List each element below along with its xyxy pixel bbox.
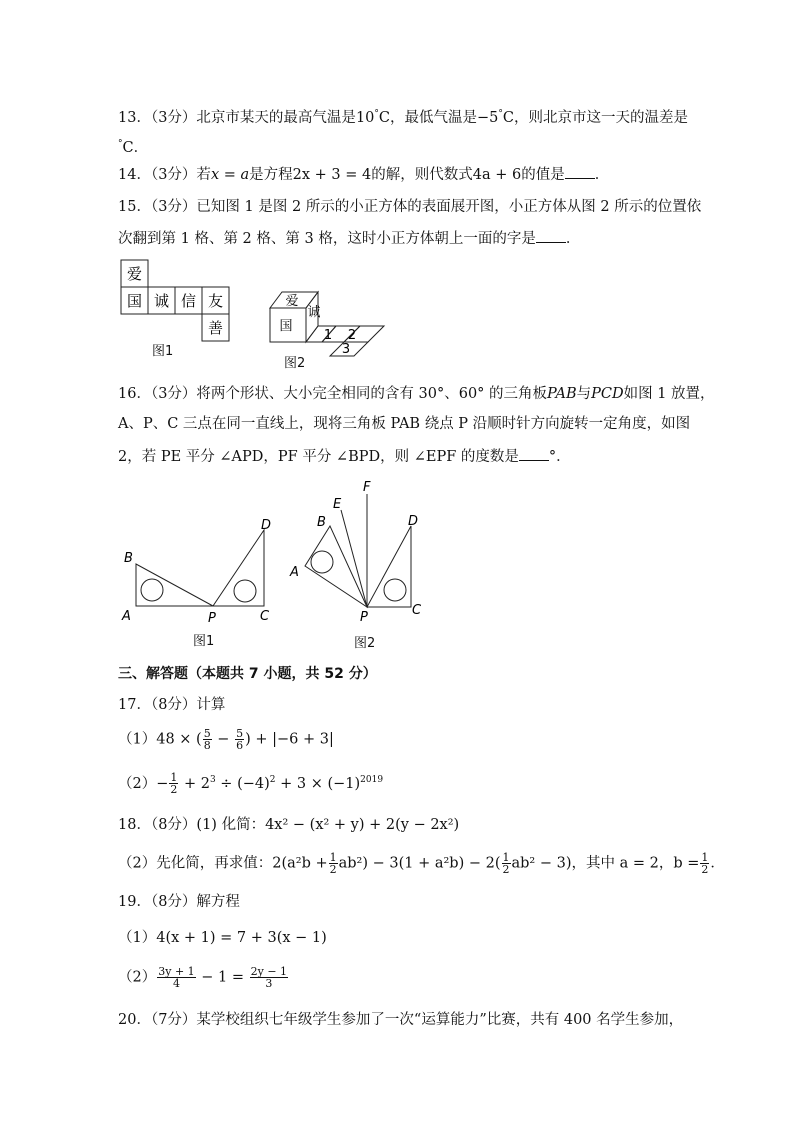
cube-top-face: 爱 — [285, 294, 299, 309]
svg-text:P: P — [360, 610, 368, 623]
grid-cell-2: 2 — [347, 328, 357, 343]
question-17-part2: （2）− $\frac{1}{2}$ + $2^3 \div (-4)^2 + 3 \times (-1)^{2019}$ — [118, 771, 384, 797]
question-18-part1: 18．（8分）(1) 化简：4x² − (x² + y) + 2(y − 2x²) — [118, 817, 460, 833]
question-16-line1: 16．（3分）将两个形状、大小完全相同的含有 30°、60° 的三角板PAB与PCD如图 1 放置， — [118, 386, 715, 402]
svg-text:A: A — [290, 565, 299, 580]
svg-text:E: E — [333, 497, 342, 512]
question-16-line3: 2，若 PE 平分 ∠APD，PF 平分 ∠BPD，则 ∠EPF 的度数是 °． — [118, 446, 571, 467]
cube-side-face: 诚 — [307, 305, 321, 320]
svg-text:F: F — [363, 480, 371, 495]
figure-triangles-1 — [118, 516, 278, 626]
svg-text:A: A — [122, 609, 131, 624]
question-15-line1: 15．（3分）已知图 1 是图 2 所示的小正方体的表面展开图，小正方体从图 2 所示的位置依 — [118, 199, 702, 215]
net-cell-2: 诚 — [153, 292, 170, 310]
net-cell-top: 爱 — [126, 265, 143, 283]
answer-blank — [519, 446, 549, 461]
figure-caption: 图2 — [354, 636, 376, 651]
question-19-part2: （2） $\frac{3y + 1}{4}$ − 1 = $\frac{2y - 1}{3}$ — [118, 965, 288, 990]
question-14: 14．（3分）若x = a是方程2x + 3 = 4的解，则代数式4a + 6的值是 ． — [118, 164, 609, 185]
question-13-line1: 13．（3分）北京市某天的最高气温是10°C，最低气温是−5°C，则北京市这一天的温差是 — [118, 109, 688, 126]
question-15-line2: 次翻到第 1 格、第 2 格、第 3 格，这时小正方体朝上一面的字是 ． — [118, 228, 580, 249]
answer-blank — [565, 164, 595, 179]
cube-front-face: 国 — [279, 319, 293, 334]
svg-text:P: P — [208, 611, 216, 626]
answer-blank — [536, 228, 566, 243]
net-cell-bottom: 善 — [207, 319, 224, 337]
figure-triangles-2 — [285, 478, 425, 623]
question-13-line2: °C． — [118, 139, 149, 156]
section-heading: 三、解答题（本题共 7 小题，共 52 分） — [118, 666, 377, 682]
svg-text:B: B — [317, 515, 326, 530]
figure-caption: 图2 — [284, 356, 306, 371]
net-cell-3: 信 — [180, 292, 197, 310]
figure-caption: 图1 — [193, 634, 215, 649]
figure-caption: 图1 — [152, 344, 174, 359]
svg-text:C: C — [412, 603, 422, 618]
question-16-line2: A、P、C 三点在同一直线上，现将三角板 PAB 绕点 P 沿顺时针方向旋转一定角度，如图 — [118, 416, 691, 432]
grid-cell-3: 3 — [341, 342, 351, 357]
figure-cube-grid — [262, 286, 392, 358]
svg-text:B: B — [124, 551, 133, 566]
svg-text:D: D — [261, 518, 272, 533]
question-19-title: 19．（8分）解方程 — [118, 894, 240, 910]
svg-text:C: C — [260, 609, 270, 624]
svg-text:D: D — [408, 514, 419, 529]
question-19-part1: （1）4(x + 1) = 7 + 3(x − 1) — [118, 930, 327, 946]
question-18-part2: （2）先化简，再求值：2(a²b + $\frac{1}{2}$ ab²) − 3(1 + a²b) − 2( $\frac{1}{2}$ ab² − 3)，其中 a = 2，b = $\frac{1}{2}$ ． — [118, 851, 725, 876]
question-20: 20．（7分）某学校组织七年级学生参加了一次“运算能力”比赛，共有 400 名学生参加， — [118, 1012, 684, 1028]
net-cell-4: 友 — [207, 292, 224, 310]
grid-cell-1: 1 — [323, 328, 333, 343]
question-17-title: 17．（8分）计算 — [118, 697, 226, 713]
net-cell-1: 国 — [126, 292, 143, 310]
question-17-part1: （1）48 × ( $\frac{5}{8}$ − $\frac{5}{6}$ ) + |−6 + 3| — [118, 727, 334, 752]
figure-cube-net — [118, 258, 234, 342]
